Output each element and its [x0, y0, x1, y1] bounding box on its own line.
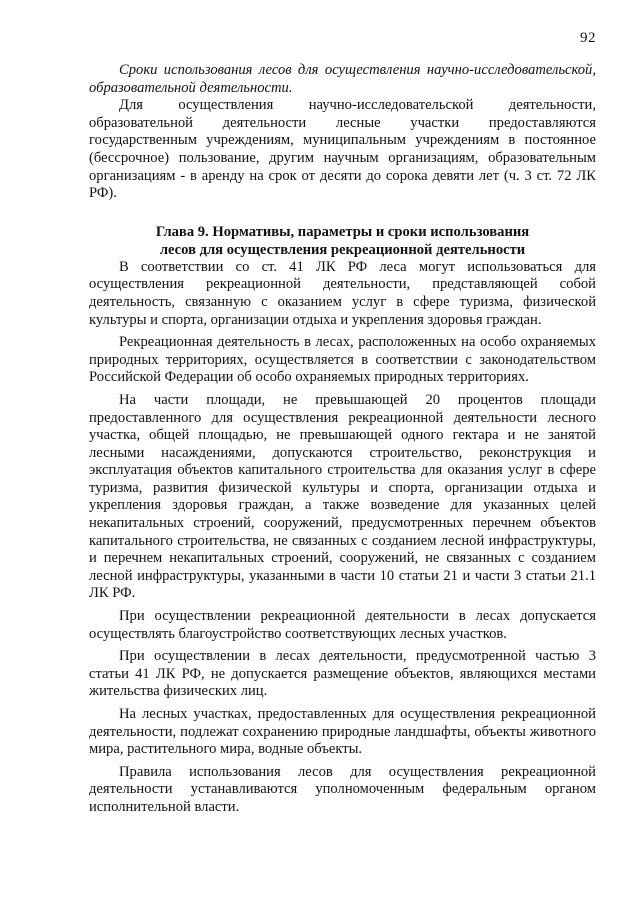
page-number: 92 [580, 30, 596, 46]
paragraph: Правила использования лесов для осуществления рекреационной деятельности устанавливаются уполномоченным федеральным органом исполнительной власти. [89, 763, 596, 815]
page-content [89, 62, 596, 817]
paragraph: В соответствии со ст. 41 ЛК РФ леса могут использоваться для осуществления рекреационной деятельности, представляющей собой деятельность, связанную с оказанием услуг в сфере туризма, физической культуры и спорта, организации отдыха и укрепления здоровья граждан. [89, 258, 596, 328]
chapter-heading [89, 223, 596, 259]
paragraph: Рекреационная деятельность в лесах, расположенных на особо охраняемых природных территориях, осуществляется в соответствии с законодательством Российской Федерации об особо охраняемых природных территориях. [89, 334, 596, 386]
paragraph: При осуществлении в лесах деятельности, предусмотренной частью 3 статьи 41 ЛК РФ, не допускается размещение объектов, являющихся местами жительства физических лиц. [89, 648, 596, 700]
section-subtitle: Сроки использования лесов для осуществления научно-исследовательской, образовательной деятельности. [89, 62, 596, 96]
paragraph: На части площади, не превышающей 20 процентов площади предоставленного для осуществления рекреационной деятельности лесного участка, общей площадью, не превышающей одного гектара и не занятой лесными насаждениями, допускаются строительство, реконструкция и эксплуатация объектов капитального строительства для оказания услуг в сфере туризма, развития физической культуры и спорта, организации отдыха и укрепления здоровья граждан, а также возведение для указанных целей некапитальных строений, сооружений, предусмотренных перечнем объектов капитального строительства, не связанных с созданием лесной инфраструктуры, и перечнем некапитальных строений, сооружений, не связанных с созданием лесной инфраструктуры, указанными в части 10 статьи 21 и части 3 статьи 21.1 ЛК РФ. [89, 391, 596, 602]
paragraph: При осуществлении рекреационной деятельности в лесах допускается осуществлять благоустройство соответствующих лесных участков. [89, 608, 596, 642]
chapter-heading-line-2: лесов для осуществления рекреационной деятельности [159, 241, 526, 258]
paragraph: Для осуществления научно-исследовательской деятельности, образовательной деятельности лесные участки предоставляются государственным учреждениям, муниципальным учреждениям в постоянное (бессрочное) пользование, другим научным организациям, образовательным организациям - в аренду на срок от десяти до сорока девяти лет (ч. 3 ст. 72 ЛК РФ). [89, 97, 596, 202]
paragraph: На лесных участках, предоставленных для осуществления рекреационной деятельности, подлежат сохранению природные ландшафты, объекты животного мира, растительного мира, водные объекты. [89, 706, 596, 758]
chapter-heading-line-1: Глава 9. Нормативы, параметры и сроки использования [155, 223, 530, 240]
